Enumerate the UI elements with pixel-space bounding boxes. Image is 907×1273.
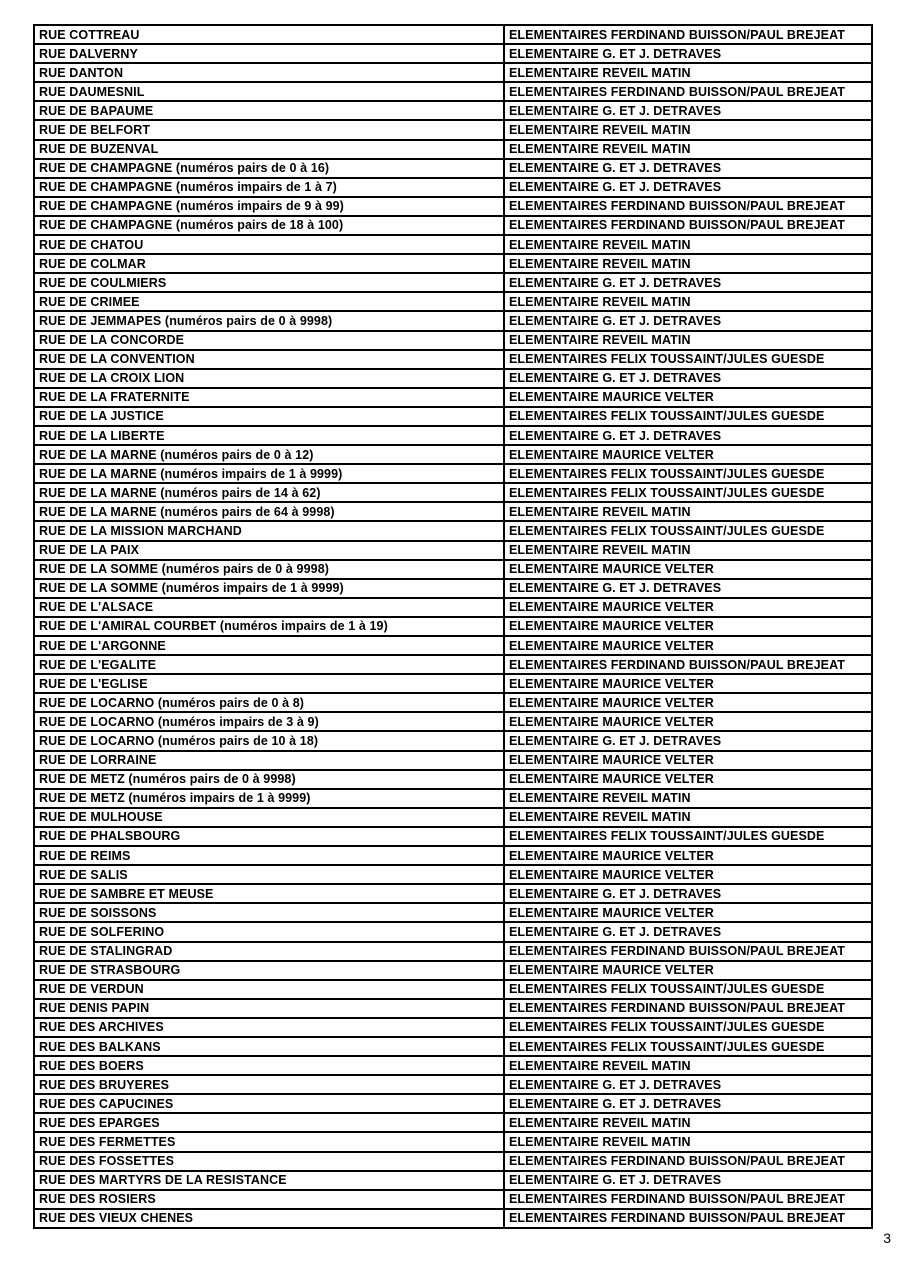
- street-name-cell: RUE DE LA CONCORDE: [39, 333, 185, 348]
- table-row: [35, 675, 871, 694]
- table-row: [35, 198, 871, 217]
- street-name-cell: RUE DE LA CROIX LION: [39, 371, 185, 386]
- street-name-cell: RUE DE STALINGRAD: [39, 944, 173, 959]
- street-name-cell: RUE DE SOISSONS: [39, 905, 157, 920]
- table-row: [35, 809, 871, 828]
- table-row: [35, 1153, 871, 1172]
- street-name-cell: RUE COTTREAU: [39, 27, 140, 42]
- street-name-cell: RUE DE CRIMEE: [39, 294, 140, 309]
- table-row: [35, 160, 871, 179]
- school-name-cell: ELEMENTAIRES FELIX TOUSSAINT/JULES GUESDE: [503, 465, 871, 482]
- table-row: [35, 293, 871, 312]
- school-name-cell: ELEMENTAIRES FELIX TOUSSAINT/JULES GUESDE: [503, 484, 871, 501]
- street-name-cell: RUE DE BUZENVAL: [39, 142, 159, 157]
- street-name-cell: RUE DE VERDUN: [39, 982, 144, 997]
- school-name-cell: ELEMENTAIRE REVEIL MATIN: [503, 1057, 871, 1074]
- table-row: [35, 427, 871, 446]
- school-name-cell: ELEMENTAIRE REVEIL MATIN: [503, 1114, 871, 1131]
- street-name-cell: RUE DE LA FRATERNITE: [39, 390, 190, 405]
- street-name-cell: RUE DE LA LIBERTE: [39, 428, 165, 443]
- street-name-cell: RUE DE PHALSBOURG: [39, 829, 181, 844]
- street-name-cell: RUE DES MARTYRS DE LA RESISTANCE: [39, 1173, 287, 1188]
- street-name-cell: RUE DENIS PAPIN: [39, 1001, 150, 1016]
- table-row: [35, 83, 871, 102]
- school-name-cell: ELEMENTAIRE REVEIL MATIN: [503, 236, 871, 253]
- street-name-cell: RUE DE LA CONVENTION: [39, 352, 195, 367]
- school-name-cell: ELEMENTAIRE G. ET J. DETRAVES: [503, 370, 871, 387]
- school-name-cell: ELEMENTAIRES FERDINAND BUISSON/PAUL BREJEAT: [503, 217, 871, 234]
- street-name-cell: RUE DE LA SOMME (numéros impairs de 1 à 9999): [39, 581, 344, 596]
- school-name-cell: ELEMENTAIRE G. ET J. DETRAVES: [503, 923, 871, 940]
- school-name-cell: ELEMENTAIRE MAURICE VELTER: [503, 866, 871, 883]
- school-name-cell: ELEMENTAIRES FERDINAND BUISSON/PAUL BREJEAT: [503, 83, 871, 100]
- table-row: [35, 923, 871, 942]
- table-row: [35, 332, 871, 351]
- school-name-cell: ELEMENTAIRE G. ET J. DETRAVES: [503, 179, 871, 196]
- street-name-cell: RUE DE BAPAUME: [39, 103, 154, 118]
- school-name-cell: ELEMENTAIRE G. ET J. DETRAVES: [503, 427, 871, 444]
- table-row: [35, 599, 871, 618]
- table-row: [35, 771, 871, 790]
- table-row: [35, 141, 871, 160]
- street-name-cell: RUE DES BRUYERES: [39, 1077, 170, 1092]
- street-name-cell: RUE DE L'ALSACE: [39, 600, 154, 615]
- school-name-cell: ELEMENTAIRE REVEIL MATIN: [503, 503, 871, 520]
- school-name-cell: ELEMENTAIRES FELIX TOUSSAINT/JULES GUESDE: [503, 408, 871, 425]
- school-name-cell: ELEMENTAIRE REVEIL MATIN: [503, 332, 871, 349]
- school-name-cell: ELEMENTAIRE G. ET J. DETRAVES: [503, 1172, 871, 1189]
- school-name-cell: ELEMENTAIRE REVEIL MATIN: [503, 1133, 871, 1150]
- street-name-cell: RUE DES BOERS: [39, 1058, 144, 1073]
- table-row: [35, 1038, 871, 1057]
- school-name-cell: ELEMENTAIRE REVEIL MATIN: [503, 809, 871, 826]
- table-row: [35, 121, 871, 140]
- table-row: [35, 217, 871, 236]
- table-row: [35, 752, 871, 771]
- table-row: [35, 45, 871, 64]
- street-name-cell: RUE DES FERMETTES: [39, 1134, 176, 1149]
- street-name-cell: RUE DE SALIS: [39, 867, 128, 882]
- table-row: [35, 370, 871, 389]
- school-name-cell: ELEMENTAIRE MAURICE VELTER: [503, 904, 871, 921]
- school-name-cell: ELEMENTAIRE REVEIL MATIN: [503, 293, 871, 310]
- school-name-cell: ELEMENTAIRE G. ET J. DETRAVES: [503, 45, 871, 62]
- school-name-cell: ELEMENTAIRE REVEIL MATIN: [503, 255, 871, 272]
- table-row: [35, 351, 871, 370]
- school-name-cell: ELEMENTAIRE G. ET J. DETRAVES: [503, 732, 871, 749]
- school-name-cell: ELEMENTAIRES FERDINAND BUISSON/PAUL BREJEAT: [503, 1191, 871, 1208]
- table-row: [35, 866, 871, 885]
- school-name-cell: ELEMENTAIRES FERDINAND BUISSON/PAUL BREJEAT: [503, 656, 871, 673]
- school-name-cell: ELEMENTAIRE G. ET J. DETRAVES: [503, 274, 871, 291]
- table-row: [35, 828, 871, 847]
- table-row: [35, 503, 871, 522]
- street-name-cell: RUE DE LA MARNE (numéros pairs de 14 à 62): [39, 485, 321, 500]
- table-row: [35, 561, 871, 580]
- table-row: [35, 580, 871, 599]
- school-name-cell: ELEMENTAIRES FELIX TOUSSAINT/JULES GUESDE: [503, 828, 871, 845]
- table-row: [35, 465, 871, 484]
- table-row: [35, 943, 871, 962]
- table-row: [35, 713, 871, 732]
- street-name-cell: RUE DE JEMMAPES (numéros pairs de 0 à 9998): [39, 313, 333, 328]
- table-row: [35, 312, 871, 331]
- school-name-cell: ELEMENTAIRE REVEIL MATIN: [503, 790, 871, 807]
- table-row: [35, 1000, 871, 1019]
- school-name-cell: ELEMENTAIRE MAURICE VELTER: [503, 389, 871, 406]
- table-row: [35, 732, 871, 751]
- school-name-cell: ELEMENTAIRE G. ET J. DETRAVES: [503, 102, 871, 119]
- street-name-cell: RUE DE L'AMIRAL COURBET (numéros impairs de 1 à 19): [39, 619, 388, 634]
- school-name-cell: ELEMENTAIRE MAURICE VELTER: [503, 752, 871, 769]
- table-row: [35, 102, 871, 121]
- table-row: [35, 962, 871, 981]
- table-row: [35, 904, 871, 923]
- school-name-cell: ELEMENTAIRE G. ET J. DETRAVES: [503, 1095, 871, 1112]
- school-name-cell: ELEMENTAIRES FERDINAND BUISSON/PAUL BREJEAT: [503, 1000, 871, 1017]
- table-row: [35, 1114, 871, 1133]
- street-name-cell: RUE DE CHATOU: [39, 237, 144, 252]
- street-name-cell: RUE DE CHAMPAGNE (numéros impairs de 1 à 7): [39, 180, 337, 195]
- table-row: [35, 522, 871, 541]
- table-row: [35, 1133, 871, 1152]
- school-name-cell: ELEMENTAIRES FERDINAND BUISSON/PAUL BREJEAT: [503, 198, 871, 215]
- street-name-cell: RUE DE MULHOUSE: [39, 810, 163, 825]
- street-name-cell: RUE DE METZ (numéros pairs de 0 à 9998): [39, 772, 296, 787]
- street-name-cell: RUE DE L'EGALITE: [39, 657, 157, 672]
- table-row: [35, 847, 871, 866]
- street-name-cell: RUE DE LA MARNE (numéros pairs de 0 à 12): [39, 447, 314, 462]
- school-name-cell: ELEMENTAIRES FERDINAND BUISSON/PAUL BREJEAT: [503, 1153, 871, 1170]
- school-name-cell: ELEMENTAIRE MAURICE VELTER: [503, 618, 871, 635]
- table-row: [35, 1172, 871, 1191]
- street-name-cell: RUE DE METZ (numéros impairs de 1 à 9999): [39, 791, 311, 806]
- street-name-cell: RUE DANTON: [39, 65, 124, 80]
- school-name-cell: ELEMENTAIRE MAURICE VELTER: [503, 771, 871, 788]
- table-row: [35, 694, 871, 713]
- street-name-cell: RUE DE LOCARNO (numéros impairs de 3 à 9): [39, 714, 319, 729]
- school-name-cell: ELEMENTAIRES FELIX TOUSSAINT/JULES GUESDE: [503, 981, 871, 998]
- table-row: [35, 1210, 871, 1229]
- school-name-cell: ELEMENTAIRE MAURICE VELTER: [503, 713, 871, 730]
- page-number: 3: [883, 1230, 891, 1246]
- school-name-cell: ELEMENTAIRE G. ET J. DETRAVES: [503, 1076, 871, 1093]
- street-name-cell: RUE DE CHAMPAGNE (numéros pairs de 18 à 100): [39, 218, 344, 233]
- school-name-cell: ELEMENTAIRE G. ET J. DETRAVES: [503, 312, 871, 329]
- street-name-cell: RUE DE L'ARGONNE: [39, 638, 166, 653]
- street-name-cell: RUE DE LA MARNE (numéros impairs de 1 à 9999): [39, 466, 343, 481]
- school-name-cell: ELEMENTAIRES FELIX TOUSSAINT/JULES GUESDE: [503, 351, 871, 368]
- table-row: [35, 1076, 871, 1095]
- school-name-cell: ELEMENTAIRE MAURICE VELTER: [503, 446, 871, 463]
- street-name-cell: RUE DES ROSIERS: [39, 1192, 156, 1207]
- table-row: [35, 542, 871, 561]
- table-row: [35, 408, 871, 427]
- street-name-cell: RUE DE LA PAIX: [39, 543, 140, 558]
- street-name-cell: RUE DE CHAMPAGNE (numéros pairs de 0 à 16): [39, 161, 330, 176]
- table-row: [35, 446, 871, 465]
- table-row: [35, 885, 871, 904]
- school-name-cell: ELEMENTAIRES FERDINAND BUISSON/PAUL BREJEAT: [503, 943, 871, 960]
- school-name-cell: ELEMENTAIRES FELIX TOUSSAINT/JULES GUESDE: [503, 522, 871, 539]
- street-name-cell: RUE DES CAPUCINES: [39, 1096, 174, 1111]
- street-name-cell: RUE DALVERNY: [39, 46, 138, 61]
- table-row: [35, 64, 871, 83]
- table-row: [35, 389, 871, 408]
- street-name-cell: RUE DE CHAMPAGNE (numéros impairs de 9 à 99): [39, 199, 344, 214]
- table-row: [35, 1191, 871, 1210]
- school-name-cell: ELEMENTAIRE MAURICE VELTER: [503, 561, 871, 578]
- school-name-cell: ELEMENTAIRE G. ET J. DETRAVES: [503, 885, 871, 902]
- table-row: [35, 790, 871, 809]
- table-row: [35, 981, 871, 1000]
- table-row: [35, 179, 871, 198]
- street-name-cell: RUE DES EPARGES: [39, 1115, 160, 1130]
- school-name-cell: ELEMENTAIRES FERDINAND BUISSON/PAUL BREJEAT: [503, 1210, 871, 1227]
- school-name-cell: ELEMENTAIRE G. ET J. DETRAVES: [503, 580, 871, 597]
- school-name-cell: ELEMENTAIRE MAURICE VELTER: [503, 599, 871, 616]
- school-name-cell: ELEMENTAIRES FERDINAND BUISSON/PAUL BREJEAT: [503, 26, 871, 43]
- table-row: [35, 255, 871, 274]
- school-name-cell: ELEMENTAIRE MAURICE VELTER: [503, 962, 871, 979]
- school-name-cell: ELEMENTAIRE MAURICE VELTER: [503, 675, 871, 692]
- school-name-cell: ELEMENTAIRE REVEIL MATIN: [503, 542, 871, 559]
- street-name-cell: RUE DE SOLFERINO: [39, 924, 165, 939]
- school-name-cell: ELEMENTAIRE MAURICE VELTER: [503, 694, 871, 711]
- table-row: [35, 1095, 871, 1114]
- table-row: [35, 618, 871, 637]
- street-name-cell: RUE DE LOCARNO (numéros pairs de 0 à 8): [39, 695, 305, 710]
- street-name-cell: RUE DAUMESNIL: [39, 84, 145, 99]
- school-name-cell: ELEMENTAIRE MAURICE VELTER: [503, 637, 871, 654]
- street-name-cell: RUE DE LORRAINE: [39, 753, 157, 768]
- school-name-cell: ELEMENTAIRES FELIX TOUSSAINT/JULES GUESDE: [503, 1038, 871, 1055]
- street-name-cell: RUE DE LA MISSION MARCHAND: [39, 523, 242, 538]
- school-name-cell: ELEMENTAIRE MAURICE VELTER: [503, 847, 871, 864]
- street-name-cell: RUE DE BELFORT: [39, 123, 151, 138]
- street-name-cell: RUE DES BALKANS: [39, 1039, 161, 1054]
- street-name-cell: RUE DE L'EGLISE: [39, 676, 148, 691]
- table-row: [35, 1019, 871, 1038]
- street-name-cell: RUE DES FOSSETTES: [39, 1154, 175, 1169]
- table-row: [35, 274, 871, 293]
- table-row: [35, 236, 871, 255]
- street-name-cell: RUE DE LA SOMME (numéros pairs de 0 à 9998): [39, 562, 330, 577]
- street-name-cell: RUE DE REIMS: [39, 848, 131, 863]
- street-name-cell: RUE DE SAMBRE ET MEUSE: [39, 886, 214, 901]
- street-name-cell: RUE DE LA MARNE (numéros pairs de 64 à 9998): [39, 504, 335, 519]
- street-name-cell: RUE DE COULMIERS: [39, 275, 167, 290]
- street-name-cell: RUE DES VIEUX CHENES: [39, 1211, 194, 1226]
- table-row: [35, 637, 871, 656]
- school-name-cell: ELEMENTAIRE REVEIL MATIN: [503, 121, 871, 138]
- table-row: [35, 484, 871, 503]
- school-name-cell: ELEMENTAIRE G. ET J. DETRAVES: [503, 160, 871, 177]
- school-name-cell: ELEMENTAIRES FELIX TOUSSAINT/JULES GUESDE: [503, 1019, 871, 1036]
- street-school-assignment-table: [33, 24, 873, 1229]
- street-name-cell: RUE DE LA JUSTICE: [39, 409, 164, 424]
- street-name-cell: RUE DE STRASBOURG: [39, 963, 181, 978]
- street-name-cell: RUE DE LOCARNO (numéros pairs de 10 à 18): [39, 734, 319, 749]
- table-row: [35, 26, 871, 45]
- school-name-cell: ELEMENTAIRE REVEIL MATIN: [503, 64, 871, 81]
- street-name-cell: RUE DE COLMAR: [39, 256, 146, 271]
- school-name-cell: ELEMENTAIRE REVEIL MATIN: [503, 141, 871, 158]
- street-name-cell: RUE DES ARCHIVES: [39, 1020, 164, 1035]
- table-row: [35, 656, 871, 675]
- table-row: [35, 1057, 871, 1076]
